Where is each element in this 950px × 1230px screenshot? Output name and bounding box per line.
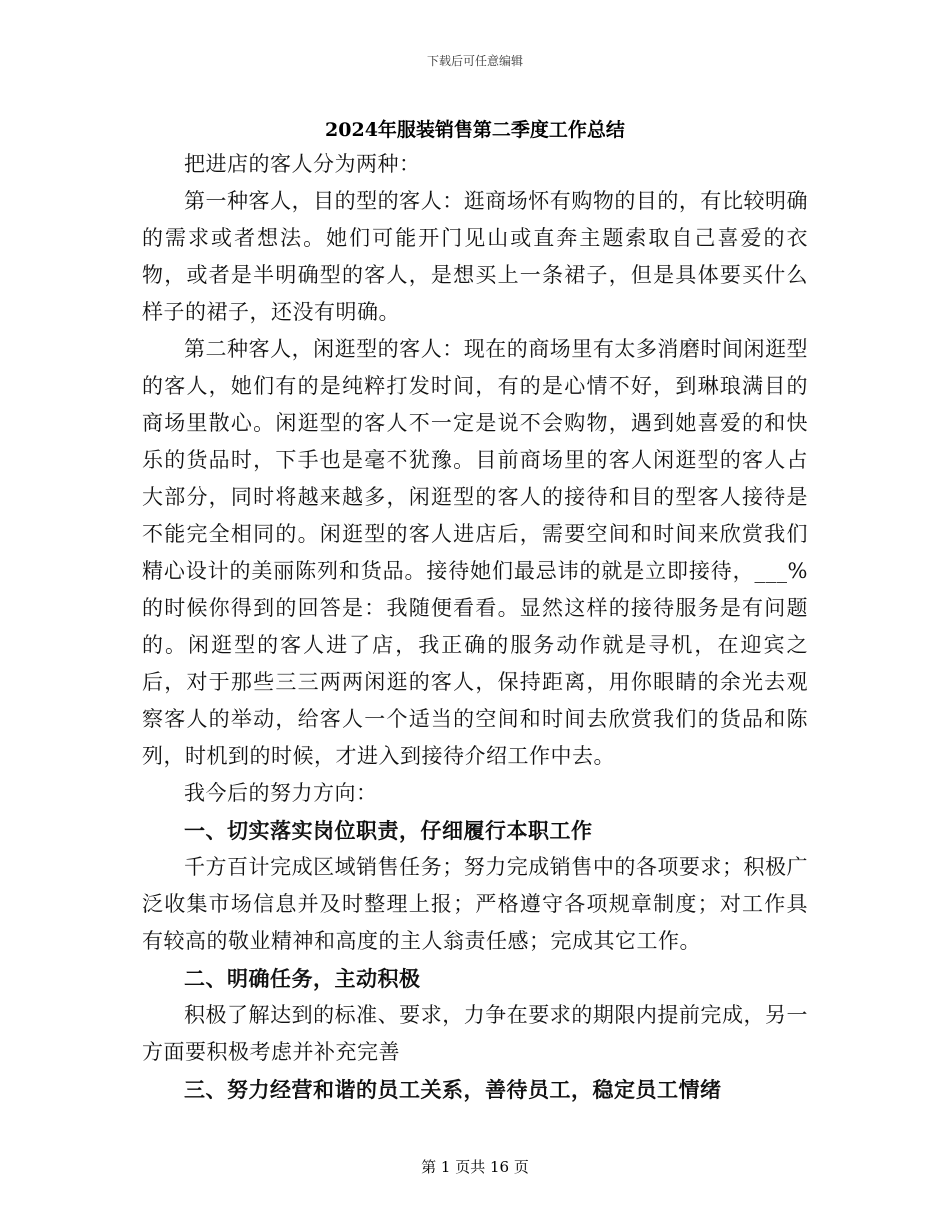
paragraph-future-direction: 我今后的努力方向：: [184, 781, 378, 805]
section-heading-3: 三、努力经营和谐的员工关系，善待员工，稳定员工情绪: [184, 1077, 722, 1102]
page-number-footer: 第 1 页共 16 页: [421, 1158, 529, 1176]
section-heading-2: 二、明确任务，主动积极: [184, 966, 421, 991]
document-body: [142, 146, 808, 1108]
paragraph-customer-type-1: 第一种客人，目的型的客人：逛商场怀有购物的目的，有比较明确的需求或者想法。她们可能开门见山或直奔主题索取自己喜爱的衣物，或者是半明确型的客人，是想买上一条裙子，但是具体要买什么样子的裙子，还没有明确。: [142, 189, 808, 324]
page-header-note: 下载后可任意编辑: [426, 54, 523, 68]
document-title: 2024年服装销售第二季度工作总结: [325, 119, 625, 141]
paragraph-section-2: 积极了解达到的标准、要求，力争在要求的期限内提前完成，另一方面要积极考虑并补充完善: [142, 1003, 808, 1064]
paragraph-intro: 把进店的客人分为两种：: [184, 152, 421, 176]
paragraph-section-1: 千方百计完成区域销售任务；努力完成销售中的各项要求；积极广泛收集市场信息并及时整理上报；严格遵守各项规章制度；对工作具有较高的敬业精神和高度的主人翁责任感；完成其它工作。: [142, 855, 808, 953]
paragraph-customer-type-2: 第二种客人，闲逛型的客人：现在的商场里有太多消磨时间闲逛型的客人，她们有的是纯粹打发时间，有的是心情不好，到琳琅满目的商场里散心。闲逛型的客人不一定是说不会购物，遇到她喜爱的和快乐的货品时，下手也是毫不犹豫。目前商场里的客人闲逛型的客人占大部分，同时将越来越多，闲逛型的客人的接待和目的型客人接待是不能完全相同的。闲逛型的客人进店后，需要空间和时间来欣赏我们精心设计的美丽陈列和货品。接待她们最忌讳的就是立即接待，___%的时候你得到的回答是：我随便看看。显然这样的接待服务是有问题的。闲逛型的客人进了店，我正确的服务动作就是寻机，在迎宾之后，对于那些三三两两闲逛的客人，保持距离，用你眼睛的余光去观察客人的举动，给客人一个适当的空间和时间去欣赏我们的货品和陈列，时机到的时候，才进入到接待介绍工作中去。: [142, 337, 808, 768]
section-heading-1: 一、切实落实岗位职责，仔细履行本职工作: [184, 818, 593, 843]
